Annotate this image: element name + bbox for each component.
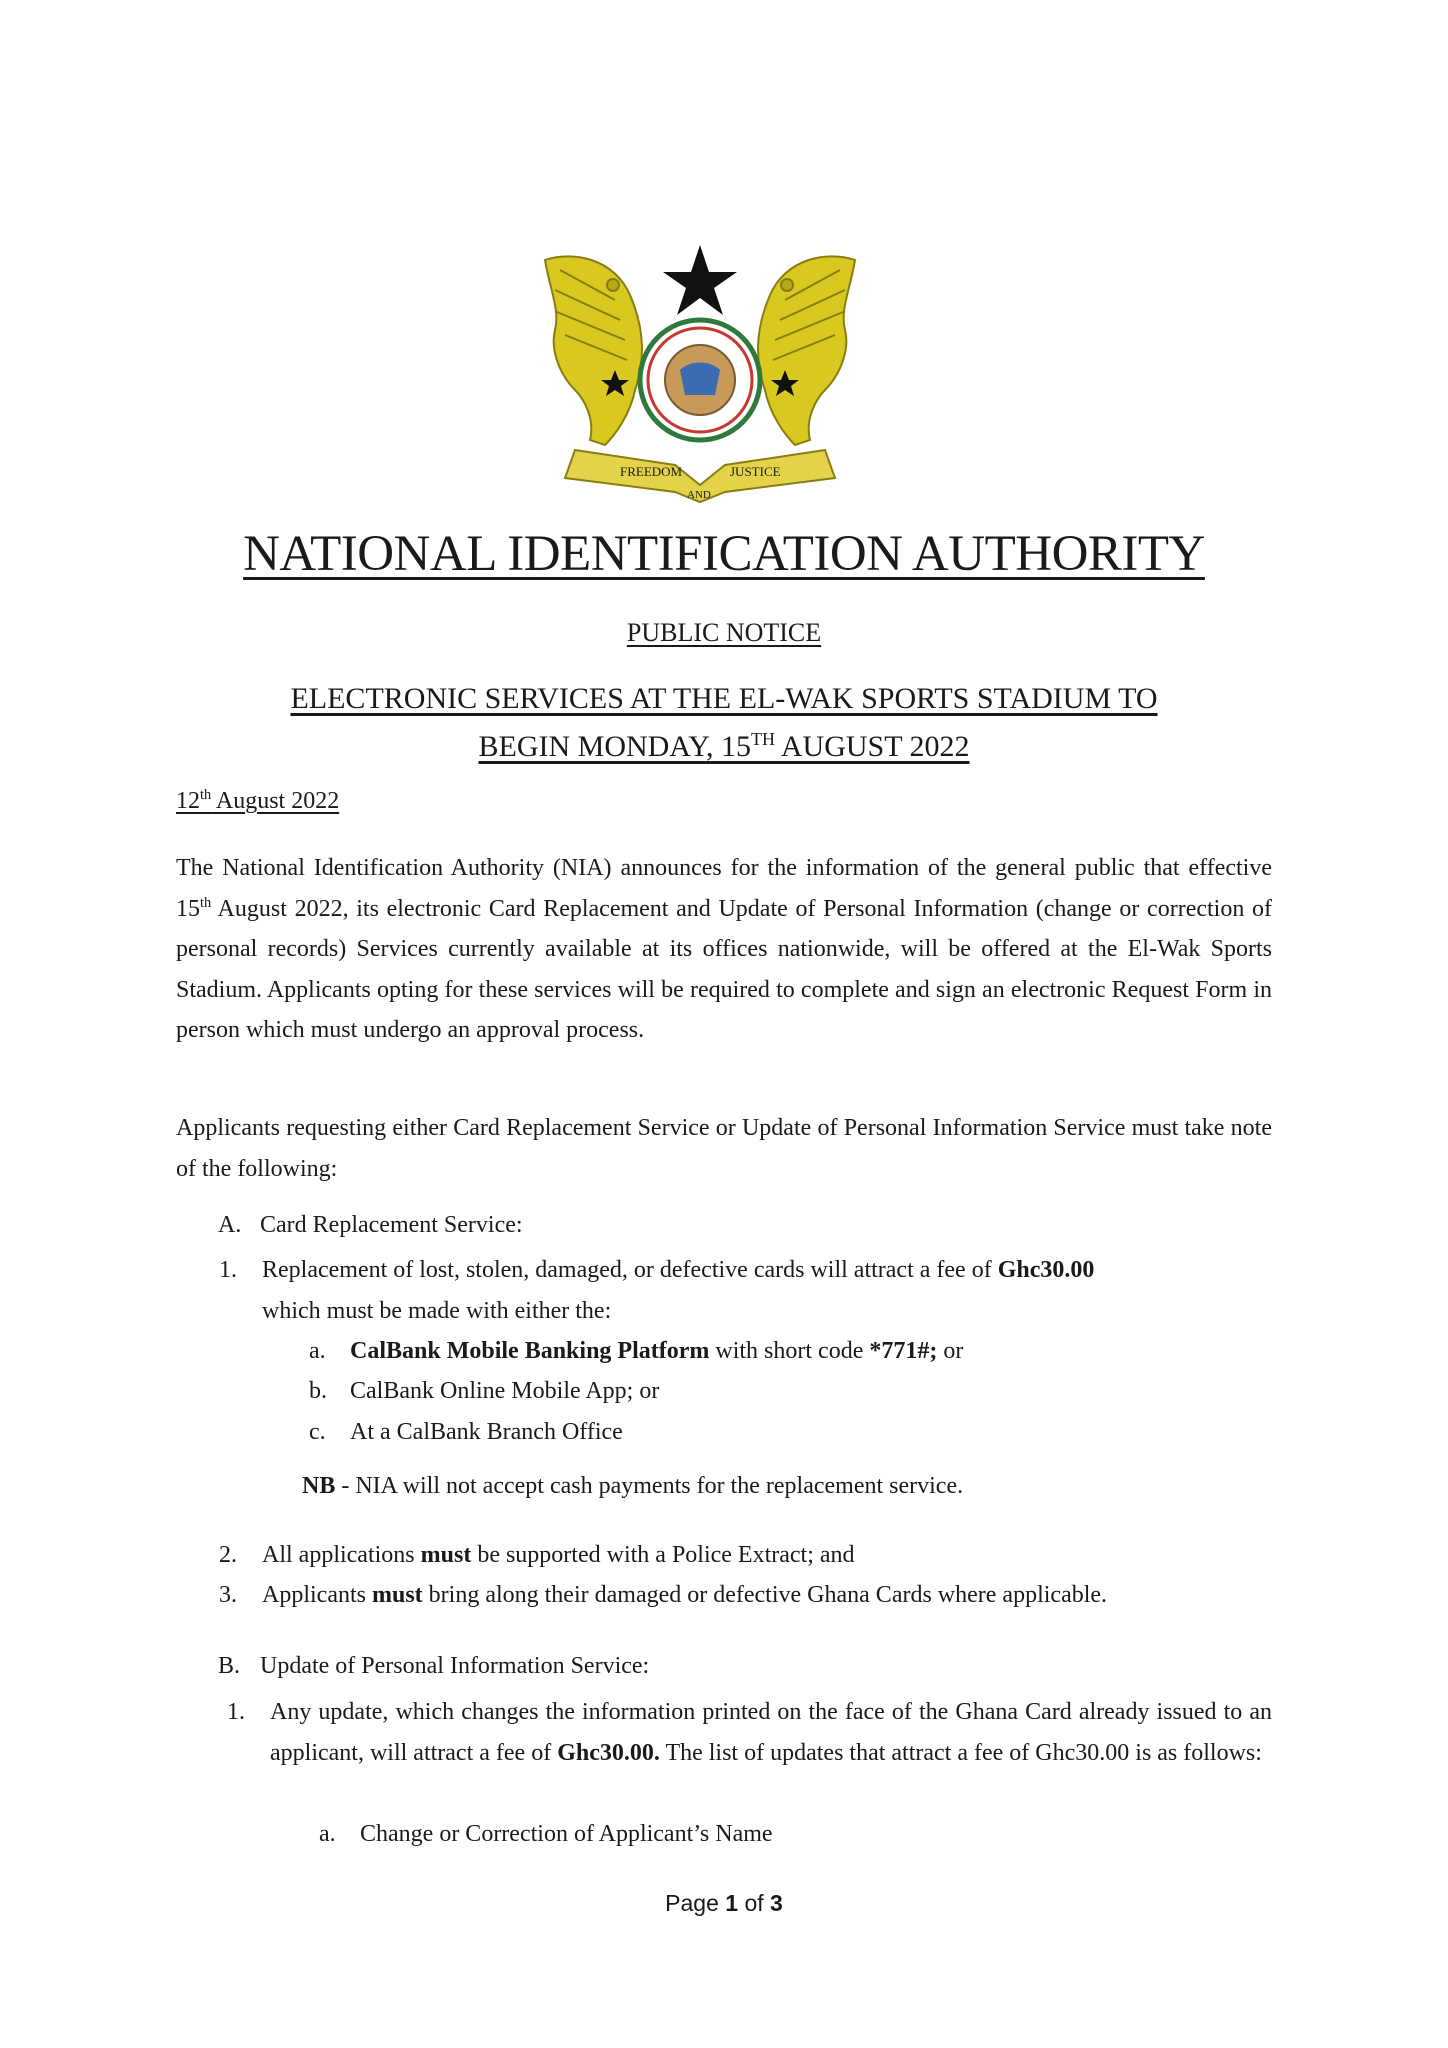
item-text-continued: which must be made with either the: [262, 1297, 612, 1324]
option-text: At a CalBank Branch Office [350, 1419, 623, 1445]
date-rest: August 2022 [211, 788, 340, 814]
option-tail: or [937, 1338, 964, 1364]
motto-left: FREEDOM [620, 464, 683, 479]
headline-line2-post: AUGUST 2022 [775, 730, 970, 763]
item-text-post: be supported with a Police Extract; and [471, 1542, 855, 1568]
section-b-letter: B. [218, 1653, 241, 1679]
payment-option-b [309, 1371, 660, 1412]
section-a-colon: : [515, 1212, 523, 1238]
right-eagle [758, 256, 855, 445]
item-text: Replacement of lost, stolen, damaged, or defective cards will attract a fee of [262, 1257, 998, 1283]
section-a-item-2 [219, 1535, 1272, 1576]
item-bold: must [371, 1582, 423, 1608]
nb-label: NB [302, 1473, 336, 1499]
item-text: Applicants [262, 1582, 372, 1608]
section-b-title: Update of Personal Information Service [260, 1653, 643, 1679]
item-text: All applications [262, 1542, 421, 1568]
current-page: 1 [725, 1890, 739, 1916]
fee-amount: Ghc30.00. [557, 1739, 660, 1766]
item-bold: must [420, 1542, 472, 1568]
option-text: Change or Correction of Applicant’s Name [360, 1821, 773, 1847]
total-pages: 3 [770, 1890, 783, 1916]
black-star [663, 245, 737, 315]
item-number: 1. [227, 1699, 245, 1725]
left-eagle [545, 256, 642, 445]
organization-title: NATIONAL IDENTIFICATION AUTHORITY [243, 526, 1205, 582]
item-text-continued: The list of updates that attract a fee of Ghc30.00 is as follows: [659, 1739, 1262, 1766]
option-letter: c. [309, 1419, 326, 1445]
option-bold: CalBank Mobile Banking Platform [350, 1338, 710, 1364]
short-code: *771#; [869, 1338, 938, 1364]
motto-right: JUSTICE [730, 464, 781, 479]
section-a-item-3 [219, 1575, 1272, 1616]
headline-line2-pre: BEGIN MONDAY, 15 [478, 730, 752, 763]
intro-sup: th [200, 894, 212, 911]
payment-option-a [309, 1331, 964, 1372]
section-a-letter: A. [218, 1212, 242, 1238]
intro-text-b: August 2022, its electronic Card Replacement and Update of Personal Information (change or correction of personal records) Services currently available at its offices nationwide, will be offered at the El-Wak Sports Stadium. Applicants opting for these services will be required to complete and sign an electronic Request Form in person which must undergo an approval process. [176, 895, 1272, 1043]
option-letter: a. [309, 1338, 326, 1364]
section-a-title: Card Replacement Service [260, 1212, 516, 1238]
option-text: with short code [709, 1338, 870, 1364]
section-b-colon: : [642, 1653, 650, 1679]
date-day: 12 [176, 788, 200, 814]
footer-of-word: of [738, 1890, 771, 1916]
nb-text: - NIA will not accept cash payments for the replacement service. [335, 1473, 964, 1499]
section-a-item-1 [219, 1250, 1272, 1331]
item-text: Any update, which changes the information printed on the face of the Ghana Card already issued to an applicant, will attract a fee of [270, 1699, 1272, 1766]
item-number: 3. [219, 1582, 237, 1608]
public-notice-label: PUBLIC NOTICE [626, 618, 822, 647]
page-footer [0, 1890, 1448, 1917]
option-letter: b. [309, 1378, 327, 1404]
item-text-post: bring along their damaged or defective Ghana Cards where applicable. [422, 1582, 1108, 1608]
date-sup: th [200, 787, 212, 803]
fee-amount: Ghc30.00 [997, 1257, 1095, 1283]
applicants-paragraph: Applicants requesting either Card Replacement Service or Update of Personal Information Service must take note of the following: [176, 1115, 1272, 1182]
notice-date [176, 788, 339, 815]
payment-option-c [309, 1412, 623, 1453]
headline-line1: ELECTRONIC SERVICES AT THE EL-WAK SPORTS STADIUM TO [290, 682, 1158, 715]
intro-text-a: The National Identification Authority (NIA) announces for the information of the general public that effective 15 [176, 855, 1272, 922]
section-b-item-1 [227, 1692, 1272, 1773]
section-b-heading [218, 1653, 649, 1680]
intro-paragraph [176, 848, 1272, 1051]
option-letter: a. [319, 1821, 336, 1847]
notice-headline [0, 675, 1448, 771]
coat-of-arms [535, 240, 865, 505]
nb-note [302, 1473, 963, 1500]
motto-center: AND [687, 489, 711, 501]
item-number: 2. [219, 1542, 237, 1568]
footer-page-word: Page [665, 1890, 726, 1916]
update-type-a [319, 1814, 773, 1855]
section-a-heading [218, 1212, 523, 1239]
headline-sup: TH [751, 729, 776, 749]
item-number: 1. [219, 1257, 237, 1283]
option-text: CalBank Online Mobile App; or [350, 1378, 660, 1404]
